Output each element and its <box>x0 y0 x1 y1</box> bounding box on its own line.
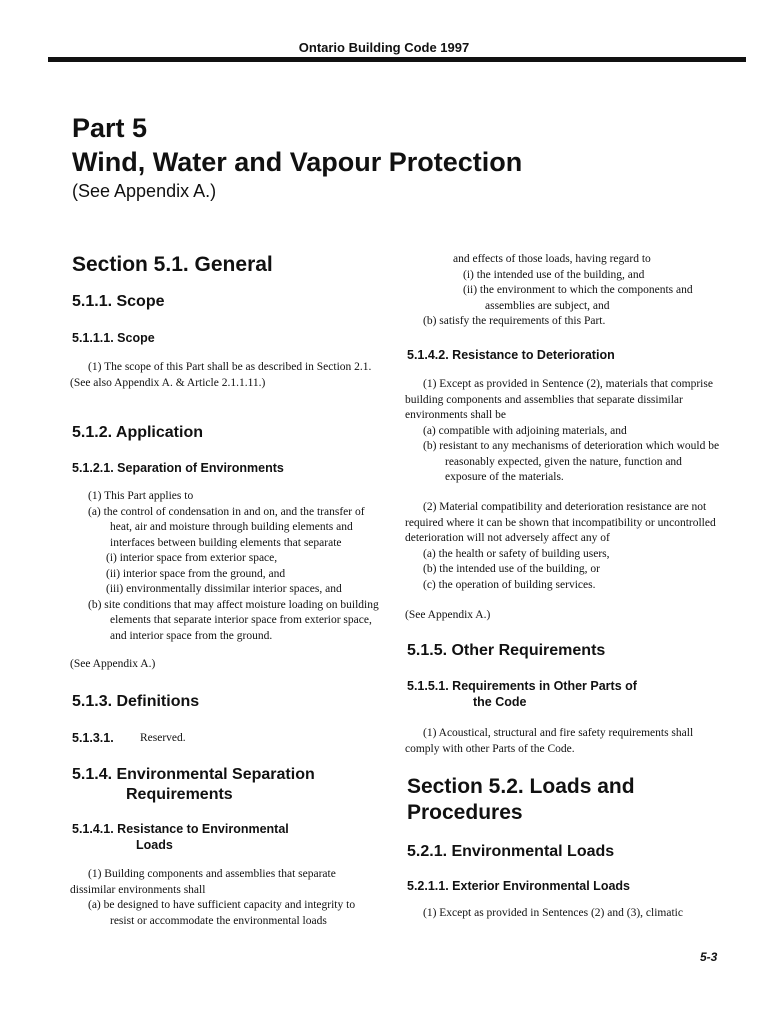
article-heading: 5.1.4.1. Resistance to Environmental <box>72 822 289 836</box>
sentence: (1) The scope of this Part shall be as described in Section 2.1. <box>88 361 372 373</box>
subsection-heading: 5.1.2. Application <box>72 424 203 441</box>
paragraph <box>405 906 723 922</box>
part-title: Wind, Water and Vapour Protection <box>72 147 523 177</box>
appendix-note: (See Appendix A.) <box>70 658 156 670</box>
sentence: (1) This Part applies to <box>88 490 194 502</box>
paragraph <box>88 489 384 644</box>
sentence: (2) Material compatibility and deterioration resistance are not required where it can be shown that incompatibility or uncontrolled deterioration will not adversely affect any of <box>405 501 716 544</box>
clause: (b) satisfy the requirements of this Part. <box>423 315 606 327</box>
clause: (b) site conditions that may affect moisture loading on building elements that separate interior space from exterior space, and interior space from the ground. <box>88 598 379 642</box>
article-heading-cont: the Code <box>473 695 527 709</box>
subsection-heading: 5.1.4. Environmental Separation <box>72 766 315 783</box>
clause: (a) compatible with adjoining materials, and <box>423 424 627 437</box>
sentence: (1) Building components and assemblies that separate dissimilar environments shall <box>70 868 336 896</box>
subclause: (ii) interior space from the ground, and <box>106 567 286 580</box>
header-rule <box>48 57 746 62</box>
running-header: Ontario Building Code 1997 <box>298 40 470 55</box>
paragraph <box>70 360 382 391</box>
clause-continued: and effects of those loads, having regard to <box>453 253 651 265</box>
appendix-note: (See Appendix A.) <box>405 609 491 621</box>
subsection-heading: 5.1.1. Scope <box>72 293 165 310</box>
subclause: (i) the intended use of the building, and <box>463 268 645 281</box>
clause: (b) the intended use of the building, or <box>423 563 600 575</box>
article-heading: 5.1.1.1. Scope <box>72 331 155 345</box>
clause: (a) be designed to have sufficient capacity and integrity to resist or accommodate the environmental loads <box>88 899 356 927</box>
article-heading-cont: Loads <box>136 838 173 852</box>
section-heading: Section 5.2. Loads and <box>407 775 635 798</box>
subclause: (i) interior space from exterior space, <box>106 552 278 564</box>
paragraph <box>70 867 382 929</box>
sentence: (1) Except as provided in Sentences (2) and (3), climatic <box>423 907 683 919</box>
clause: (c) the operation of building services. <box>423 578 596 591</box>
subsection-heading: 5.1.3. Definitions <box>72 693 200 710</box>
clause: (b) resistant to any mechanisms of deterioration which would be reasonably expected, given the nature, function and exposure of the materials. <box>423 440 720 483</box>
clause: (a) the health or safety of building users, <box>423 547 610 560</box>
subclause: (iii) environmentally dissimilar interior spaces, and <box>106 583 342 595</box>
part-appendix-note: (See Appendix A.) <box>72 181 217 201</box>
sentence: (1) Except as provided in Sentence (2), materials that comprise building components and assemblies that separate dissimilar environments shall be <box>405 378 713 421</box>
article-text: Reserved. <box>140 732 186 744</box>
paragraph <box>405 726 723 757</box>
subsection-heading: 5.1.5. Other Requirements <box>407 642 606 659</box>
clause: (a) the control of condensation in and on, and the transfer of heat, air and moisture through building elements and interfaces between building elements that separate <box>88 505 365 549</box>
part-number: Part 5 <box>72 113 148 143</box>
paragraph <box>405 252 723 330</box>
article-heading: 5.1.4.2. Resistance to Deterioration <box>407 348 615 362</box>
paragraph <box>405 377 723 486</box>
page-number: 5-3 <box>700 950 718 964</box>
sentence: (See also Appendix A. & Article 2.1.1.11.) <box>70 376 266 389</box>
sentence: (1) Acoustical, structural and fire safety requirements shall comply with other Parts of the Code. <box>405 727 694 755</box>
article-heading: 5.1.2.1. Separation of Environments <box>72 461 284 475</box>
article-heading: 5.1.3.1. <box>72 731 114 745</box>
paragraph <box>405 500 723 593</box>
section-heading-cont: Procedures <box>407 801 523 824</box>
subsection-heading: 5.2.1. Environmental Loads <box>407 843 615 860</box>
section-heading: Section 5.1. General <box>72 253 273 276</box>
subclause: (ii) the environment to which the components and assemblies are subject, and <box>463 284 693 312</box>
article-heading: 5.1.5.1. Requirements in Other Parts of <box>407 679 637 693</box>
subsection-heading-cont: Requirements <box>126 786 233 803</box>
article-heading: 5.2.1.1. Exterior Environmental Loads <box>407 879 630 893</box>
